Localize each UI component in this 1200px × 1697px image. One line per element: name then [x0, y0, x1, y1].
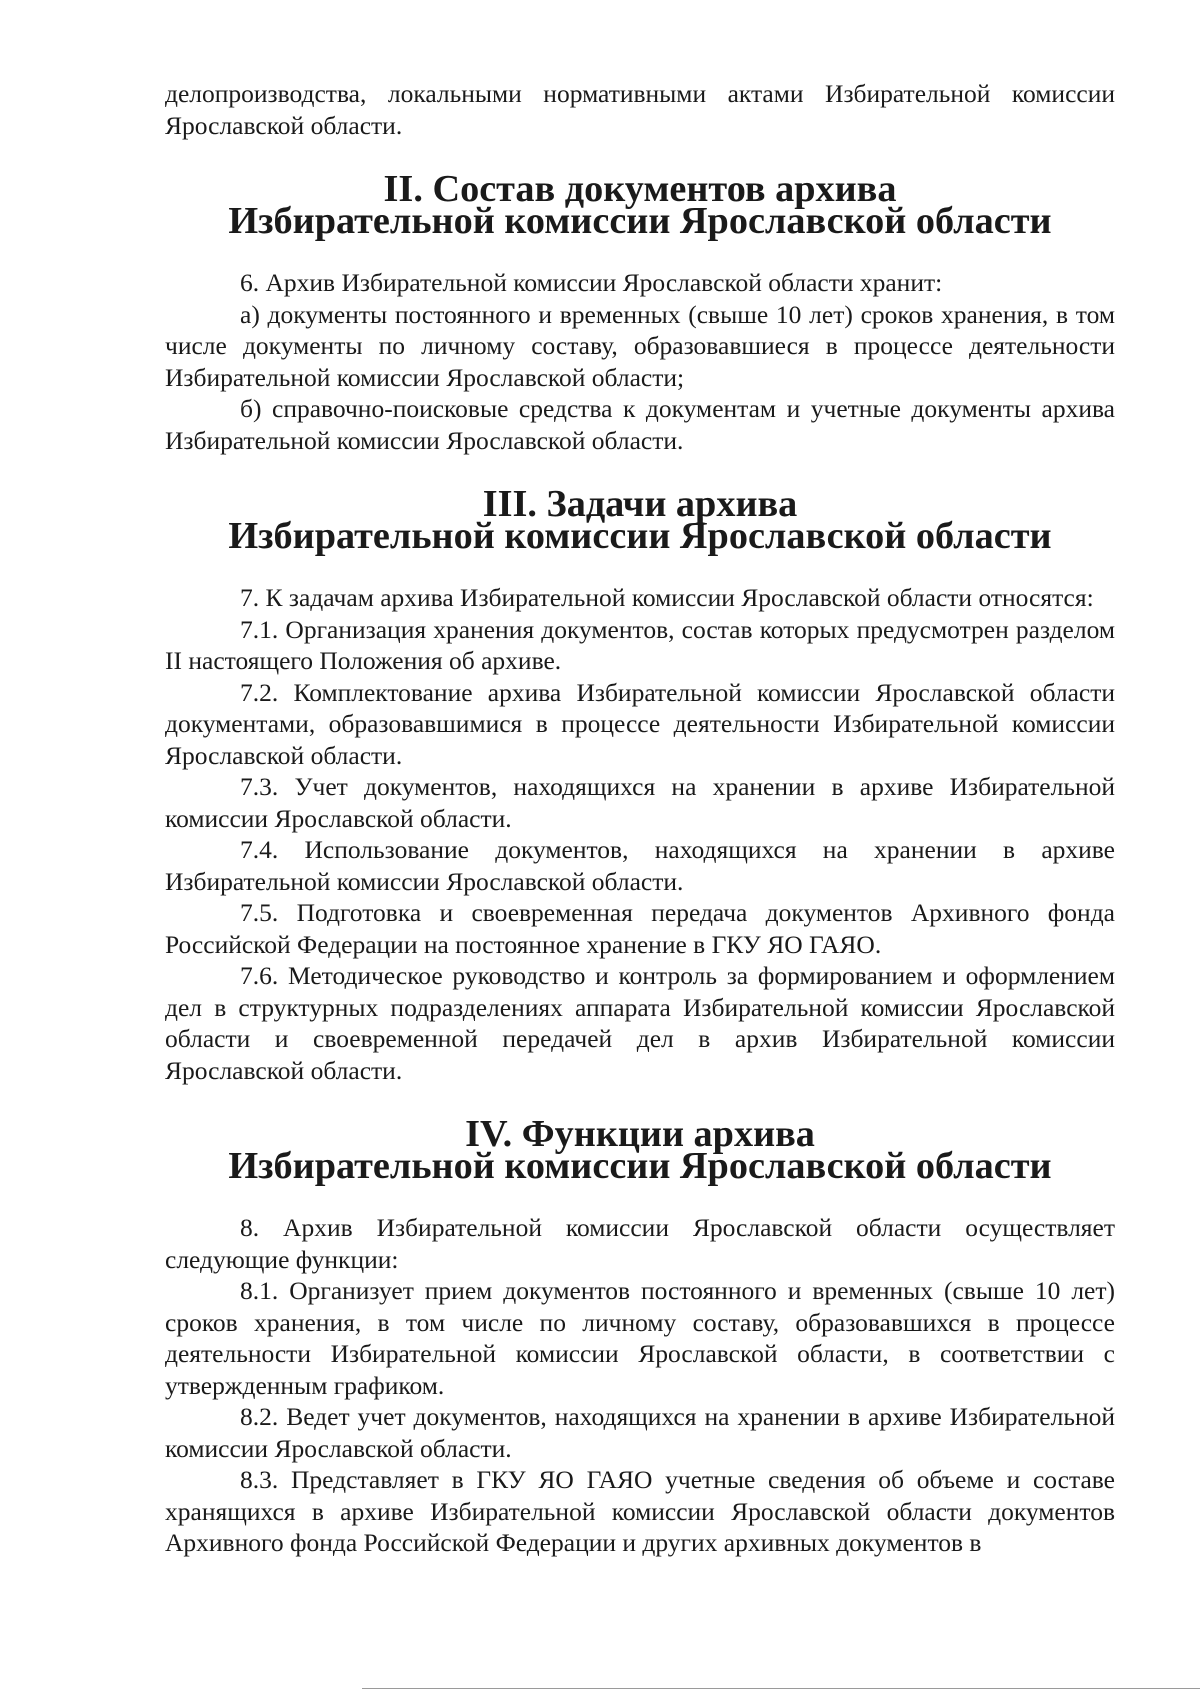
paragraph-7-2: 7.2. Комплектование архива Избирательной комиссии Ярославской области документами, образовавшимися в процессе деятельности Избирательной комиссии Ярославской области.	[165, 677, 1115, 770]
paragraph-7-6: 7.6. Методическое руководство и контроль за формированием и оформлением дел в структурных подразделениях аппарата Избирательной комиссии Ярославской области и своевременной передачей дел в архив Избирательной комиссии Ярославской области.	[165, 961, 1115, 1085]
paragraph-8: 8. Архив Избирательной комиссии Ярославской области осуществляет следующие функции:	[165, 1213, 1115, 1274]
paragraph-7-3: 7.3. Учет документов, находящихся на хранении в архиве Избирательной комиссии Ярославской области.	[165, 772, 1115, 833]
section-2-subtitle: Избирательной комиссии Ярославской области	[228, 199, 1052, 242]
section-4-body	[165, 1212, 1115, 1559]
section-2-body	[165, 267, 1115, 456]
section-3-body	[165, 582, 1115, 1086]
paragraph-6: 6. Архив Избирательной комиссии Ярославской области хранит:	[240, 268, 943, 297]
section-3-subtitle: Избирательной комиссии Ярославской области	[228, 514, 1052, 557]
section-3	[165, 483, 1115, 1086]
paragraph-8-2: 8.2. Ведет учет документов, находящихся на хранении в архиве Избирательной комиссии Ярославской области.	[165, 1402, 1115, 1463]
section-2-heading	[165, 168, 1115, 242]
paragraph-7-4: 7.4. Использование документов, находящихся на хранении в архиве Избирательной комиссии Ярославской области.	[165, 835, 1115, 896]
section-4-subtitle: Избирательной комиссии Ярославской области	[228, 1144, 1052, 1187]
section-4	[165, 1113, 1115, 1559]
section-2	[165, 168, 1115, 456]
section-3-title: III. Задачи архива	[482, 483, 798, 525]
section-3-heading	[165, 483, 1115, 557]
section-2-title: II. Состав документов архива	[383, 168, 897, 210]
paragraph-6a: а) документы постоянного и временных (свыше 10 лет) сроков хранения, в том числе документы по личному составу, образовавшиеся в процессе деятельности Избирательной комиссии Ярославской области;	[165, 299, 1115, 392]
paragraph-8-3: 8.3. Представляет в ГКУ ЯО ГАЯО учетные сведения об объеме и составе хранящихся в архиве Избирательной комиссии Ярославской области документов Архивного фонда Российской Федерации и других архивных документов в	[165, 1465, 1115, 1557]
section-4-heading	[165, 1113, 1115, 1187]
intro-paragraph: делопроизводства, локальными нормативными актами Избирательной комиссии Ярославской области.	[165, 79, 1115, 140]
paragraph-8-1: 8.1. Организует прием документов постоянного и временных (свыше 10 лет) сроков хранения, в том числе по личному составу, образовавшихся в процессе деятельности Избирательной комиссии Ярославской области, в соответствии с утвержденным графиком.	[165, 1276, 1115, 1400]
paragraph-7: 7. К задачам архива Избирательной комиссии Ярославской области относятся:	[240, 583, 1094, 612]
section-4-title: IV. Функции архива	[465, 1113, 815, 1155]
paragraph-7-5: 7.5. Подготовка и своевременная передача документов Архивного фонда Российской Федерации на постоянное хранение в ГКУ ЯО ГАЯО.	[165, 898, 1115, 959]
paragraph-6b: б) справочно-поисковые средства к документам и учетные документы архива Избирательной комиссии Ярославской области.	[165, 394, 1115, 455]
paragraph-7-1: 7.1. Организация хранения документов, состав которых предусмотрен разделом II настоящего Положения об архиве.	[165, 614, 1115, 675]
document-page	[165, 78, 1115, 1559]
scan-edge-line	[362, 1688, 1200, 1689]
